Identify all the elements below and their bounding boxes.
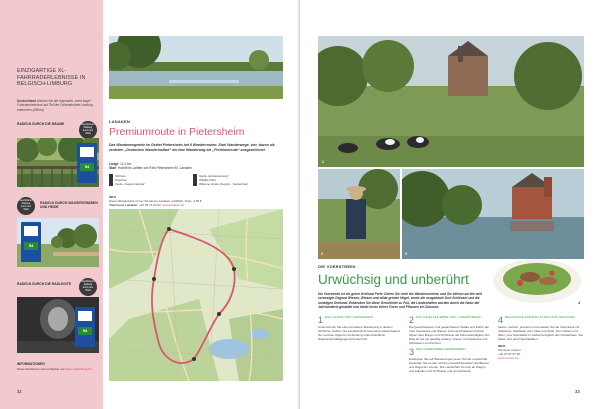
sidebar-section2-bubble: Beschilderter Radweg durch den Wald: [17, 197, 35, 215]
sidebar-section1-label: RADELN DURCH DIE BÄUME: [17, 122, 65, 126]
lake-photo: [109, 36, 283, 99]
sidebar-title: EINZIGARTIGE XL-FAHRRADERLEBNISSE IN BELGISCH-LIMBURG: [17, 68, 86, 88]
info-contact-label: Tourismus Lanaken: [109, 203, 138, 208]
deer-icon: [193, 182, 197, 186]
legend-column-1: [109, 174, 189, 187]
feature-heading: DIE LANDSCHAFT GENIESSEN: [325, 315, 373, 319]
right-page-number: 33: [575, 389, 580, 394]
info-label: INFO: [109, 195, 117, 199]
feature-text: Sehen, riechen, probieren und erleben Sie die Voerstreek mit Apfelsirup, Weißwein oder Käse und Äpfel. Zum Gärten und Wein, eine Spezialität im Gebiet bezüglich des Obstanbaus. Sie halten dort auch Spezialitäten.: [498, 325, 583, 342]
feature-column-4: 4 REGIONALE SPEZIALITÄTEN UND GENÜSSE Sehen, riechen, probieren und erleben Sie die Voerstreek mit Apfelsirup, Weißwein oder Käse und Äpfel. Zum Gärten und Wein, eine Spezialität im Gebiet bezüglich des Obstanbaus. Sie halten dort auch Spezialitäten. INFO Toerisme Voeren +32 47 67 97 36 www.voeren.be: [498, 315, 583, 361]
info-text: Diese Wanderkarte ist bei Tourismus Lanaken erhältlich, Preis: 2,50 €: [109, 199, 202, 204]
route-map: [109, 209, 283, 381]
feature-heading: REGIONALE SPEZIALITÄTEN UND GENÜSSE: [505, 315, 575, 319]
voerstreek-kicker: DIE VOERSTREEK: [318, 264, 357, 269]
legend-item: Wabene Hinde (August - September): [193, 182, 273, 186]
sidebar-footer-label: INFORMATIONEN: [17, 362, 45, 366]
route-sign-1: 54: [77, 143, 97, 183]
feature-text: Die geschlossenen und gewachsenen Städte und Dörfer der Voer Voerstreek und Wiesen sind verschiedenen Ruinen folgen oder Burgen und Schlösser als Sehenswürdigkeit. Ein Weg ist wie ein gesellig entlang. Voeren mit Kulturerbe und Schlössern und Kirchen.: [409, 325, 490, 346]
legend-column-2: [193, 174, 273, 187]
salad-photo: [490, 253, 584, 305]
voerstreek-headline: Urwüchsig und unberührt: [318, 272, 469, 287]
sidebar-footer-text: Diese Erlebnisse sind verfügbar auf www.visitlimburg.be: [17, 367, 92, 371]
feature-column-1: 1 DIE LANDSCHAFT GENIESSEN Unternehmen Sie eine erholsame Wanderung in diesem herrlichen Gebiet. Die Landschaft ist besonders abwechselnd. Der sechste Hügel ist Verbindung unterschiedliche Naturlandschaftsgegend Pendeln hin.: [318, 315, 401, 342]
photo-br-caption: 3: [405, 252, 407, 256]
premiumroute-lead: Das Wanderwegenetz im Gebiet Pietersheim hat 9 Wanderrouten. Zwei Wanderwege, vier, davon als zentraler „Deutsches Wanderinstitut“ als eine Wanderweg als „Premiumroute“ ausgezeichnet.: [109, 143, 275, 152]
heath-cycling-photo: [17, 218, 99, 267]
premiumroute-headline: Premiumroute in Pietersheim: [109, 126, 245, 138]
lanaken-info: INFO Diese Wanderkarte ist bei Tourismus Lanaken erhältlich, Preis: 2,50 € Tourismus Lanaken: +32 89 72 24 67, www.lanaken.be: [109, 195, 279, 207]
lanaken-link[interactable]: www.lanaken.be: [162, 203, 185, 208]
sidebar-intro: [17, 99, 99, 112]
length-label: Länge: [109, 162, 119, 166]
feature-text: Unternehmen Sie eine erholsame Wanderung in diesem herrlichen Gebiet. Die Landschaft ist besonders abwechselnd. Der sechste Hügel ist Verbindung unterschiedliche Naturlandschaftsgegend Pendeln hin.: [318, 325, 401, 342]
sidebar-section1-bubble: Beschilderter Radweg durch den Wald: [79, 121, 97, 139]
route-sign-3: 54: [75, 307, 95, 347]
feature-heading: KULTURELLES ERBE UND „VOERSTREEK“: [416, 315, 483, 319]
feature-column-2-3: 2 KULTURELLES ERBE UND „VOERSTREEK“ Die geschlossenen und gewachsenen Städte und Dörfer der Voer Voerstreek und Wiesen sind verschiedenen Ruinen folgen oder Burgen und Schlösser als Sehenswürdigkeit. Ein Weg ist wie ein gesellig entlang. Voeren mit Kulturerbe und Schlössern und Kirchen.: [409, 315, 490, 346]
left-page-number: 32: [17, 389, 22, 394]
salad-caption: 4: [578, 301, 580, 305]
sidebar-panel: [0, 0, 103, 409]
photo-bl-caption: 2: [321, 252, 323, 256]
sidebar-intro-text: können Sie die folgenden „extra large“ Fahrraderlebnisse auf Teil der Fahrradrouten Limburg entdecken (Ziffern): [17, 99, 93, 112]
sidebar-footer-link[interactable]: www.visitlimburg.be: [65, 367, 92, 371]
hiker-photo: [318, 169, 400, 259]
start-value: Hotel/Info Lafitten am Park Pietersheim 90, Lanaken: [118, 166, 192, 171]
start-label: Start: [109, 166, 117, 171]
legend-item: Schloss: [109, 174, 189, 178]
sidebar-intro-bold: Deutschland: [17, 99, 37, 103]
legend-item: Verde „Entdeckerweg": [193, 174, 273, 178]
viewpoint-icon: [109, 182, 113, 186]
legend-item: Wildlife Path: [193, 178, 273, 182]
lanaken-kicker: LANAKEN: [109, 119, 130, 124]
voeren-info: Toerisme Voeren +32 47 67 97 36 www.voeren.be: [498, 348, 584, 360]
route-facts: [109, 162, 279, 171]
tunnel-cycling-photo: [17, 297, 99, 353]
sidebar-section3-bubble: Beschilderter Radweg durch den Wald: [79, 278, 97, 296]
length-value: 11,4 km: [120, 162, 132, 166]
moated-castle-photo: [402, 169, 584, 259]
sidebar-section2-label: RADELN DURCH WASSERGRÄBEN UND HEIDE: [40, 201, 98, 210]
voerstreek-lead: Die Voerstreek ist ein grüne Dreiland Perle. Gehen Sie reich die Wanderschirme, und Sie blicken auf die weit verzweigte Gegend Wiesen, Wiesen und wilde grünen Hügel, sowie die neugebaute Dorf Schlösser und die sonstigen Denkmal. Entdecken Sie diese Geschichte zu Fuß, die Landschaften wurden durch die Natur der Jahrhunderte gestaltet und bietet heute vielen Tieren und Pflanzen ein Zuhause.: [318, 292, 482, 309]
photo-main-caption: 1: [322, 160, 324, 164]
feature-heading: DEN VOERSTREEK ERWANDERN: [416, 347, 466, 351]
treetop-cycling-photo: [17, 138, 99, 187]
legend-item: Verde „Augenmaterial": [109, 182, 189, 186]
voeren-info-label: INFO: [498, 344, 506, 349]
feature-text: Entdecken Sie auf Wanderungen einen Teil der Landschaft. Genießen Sie an den schönen Aussichtspunkten die Bäume und Hügel der Voeren. Die Landschaft ist reich an Wegen und Kapellen und Schlösser und an Fachwerk.: [409, 357, 489, 374]
sidebar-section3-label: RADELN DURCH DIE RADLEISTE: [17, 282, 72, 286]
route-sign-2: 54: [21, 222, 41, 262]
voeren-link[interactable]: www.voeren.be: [498, 356, 519, 361]
feature-column-3: 3 DEN VOERSTREEK ERWANDERN Entdecken Sie auf Wanderungen einen Teil der Landschaft. Genießen Sie an den schönen Aussichtspunkten die Bäume und Hügel der Voeren. Die Landschaft ist reich an Wegen und Kapellen und Schlösser und an Fachwerk.: [409, 348, 491, 373]
legend-item: Streichel: [109, 178, 189, 182]
cows-castle-photo: [318, 36, 584, 167]
